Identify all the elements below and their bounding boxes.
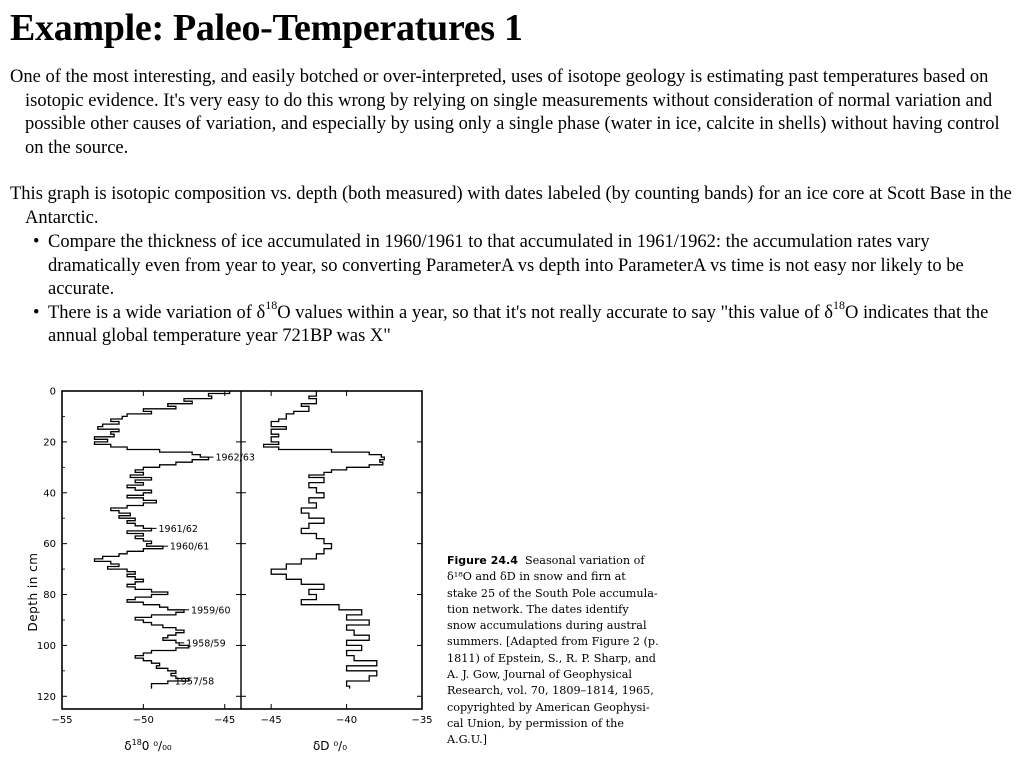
y-tick-label: 80 [43,590,56,602]
x-tick-label: −55 [51,715,73,726]
y-tick-label: 60 [43,539,56,551]
y-axis-label: Depth in cm [26,552,40,632]
caption-line: Figure 24.4 Seasonal variation of [447,554,645,567]
x-tick-label: −35 [411,715,433,726]
caption-line: copyrighted by American Geophysi- [447,700,650,714]
x-tick-label: −50 [132,715,154,726]
y-tick-label: 40 [43,488,56,500]
x-axis-label-d18o: $\delta^{18}0$ ⁰/₀₀ [124,738,172,753]
intro-paragraph: One of the most interesting, and easily botched or over-interpreted, uses of isotope geology is estimating past temperatures based on isotopic evidence. It's very easy to do this wrong by relying on single measurements without consideration of normal variation and possible other causes of variation, and especially by using only a single phase (water in ice, calcite in shells) without having control on the source. [10,67,1000,158]
caption-line: A. J. Gow, Journal of Geophysical [447,668,632,682]
year-label: 1962/63 [215,452,255,464]
caption-line: δ¹⁸O and δD in snow and firn at [447,570,626,584]
x-tick-label: −45 [214,715,236,726]
page-title: Example: Paleo-Temperatures 1 [10,7,523,49]
x-axis-label-dd: δD ⁰/₀ [312,739,348,753]
figure-caption [447,553,679,749]
y-tick-label: 100 [36,640,56,652]
profile-dD [264,391,385,689]
year-label: 1960/61 [169,541,210,553]
caption-line: cal Union, by permission of the [447,716,625,730]
isotope-depth-chart [0,378,440,768]
bullet-variation: • There is a wide variation of $\delta^{18}O$ values within a year, so that it's not really accurate to say "this value of $\delta^{18}O$ indicates that the annual global temperature year 721BP was X" [33,298,989,346]
caption-line: tion network. The dates identify [447,602,629,616]
x-tick-label: −45 [260,715,282,726]
graph-description-paragraph: This graph is isotopic composition vs. depth (both measured) with dates labeled (by counting bands) for an ice core at Scott Base in the Antarctic. [10,184,1012,228]
isotope-depth-figure [0,378,440,768]
y-tick-label: 20 [43,437,56,449]
caption-line: snow accumulations during austral [447,619,647,633]
caption-line: A.G.U.] [447,733,488,747]
caption-label: Figure 24.4 [447,554,518,567]
bullet-dot-icon: • [33,232,40,252]
caption-line: stake 25 of the South Pole accumula- [447,586,658,600]
y-tick-label: 0 [49,386,56,398]
bullet-accumulation: • Compare the thickness of ice accumulated in 1960/1961 to that accumulated in 1961/1962: the accumulation rates vary dramatically even from year to year, so converting ParameterA vs depth into ParameterA vs time is not easy nor likely to be accurate. [33,232,964,299]
x-tick-label: −40 [336,715,358,726]
year-label: 1957/58 [174,676,215,688]
year-label: 1959/60 [191,605,231,617]
year-label: 1958/59 [186,638,226,650]
year-label: 1961/62 [158,523,198,535]
bullet-dot-icon: • [33,302,40,323]
caption-line: Research, vol. 70, 1809–1814, 1965, [447,684,654,698]
caption-line: summers. [Adapted from Figure 2 (p. [447,635,659,649]
caption-line: 1811) of Epstein, S., R. P. Sharp, and [447,651,656,665]
y-tick-label: 120 [36,691,56,703]
bullet-list [33,231,1013,349]
